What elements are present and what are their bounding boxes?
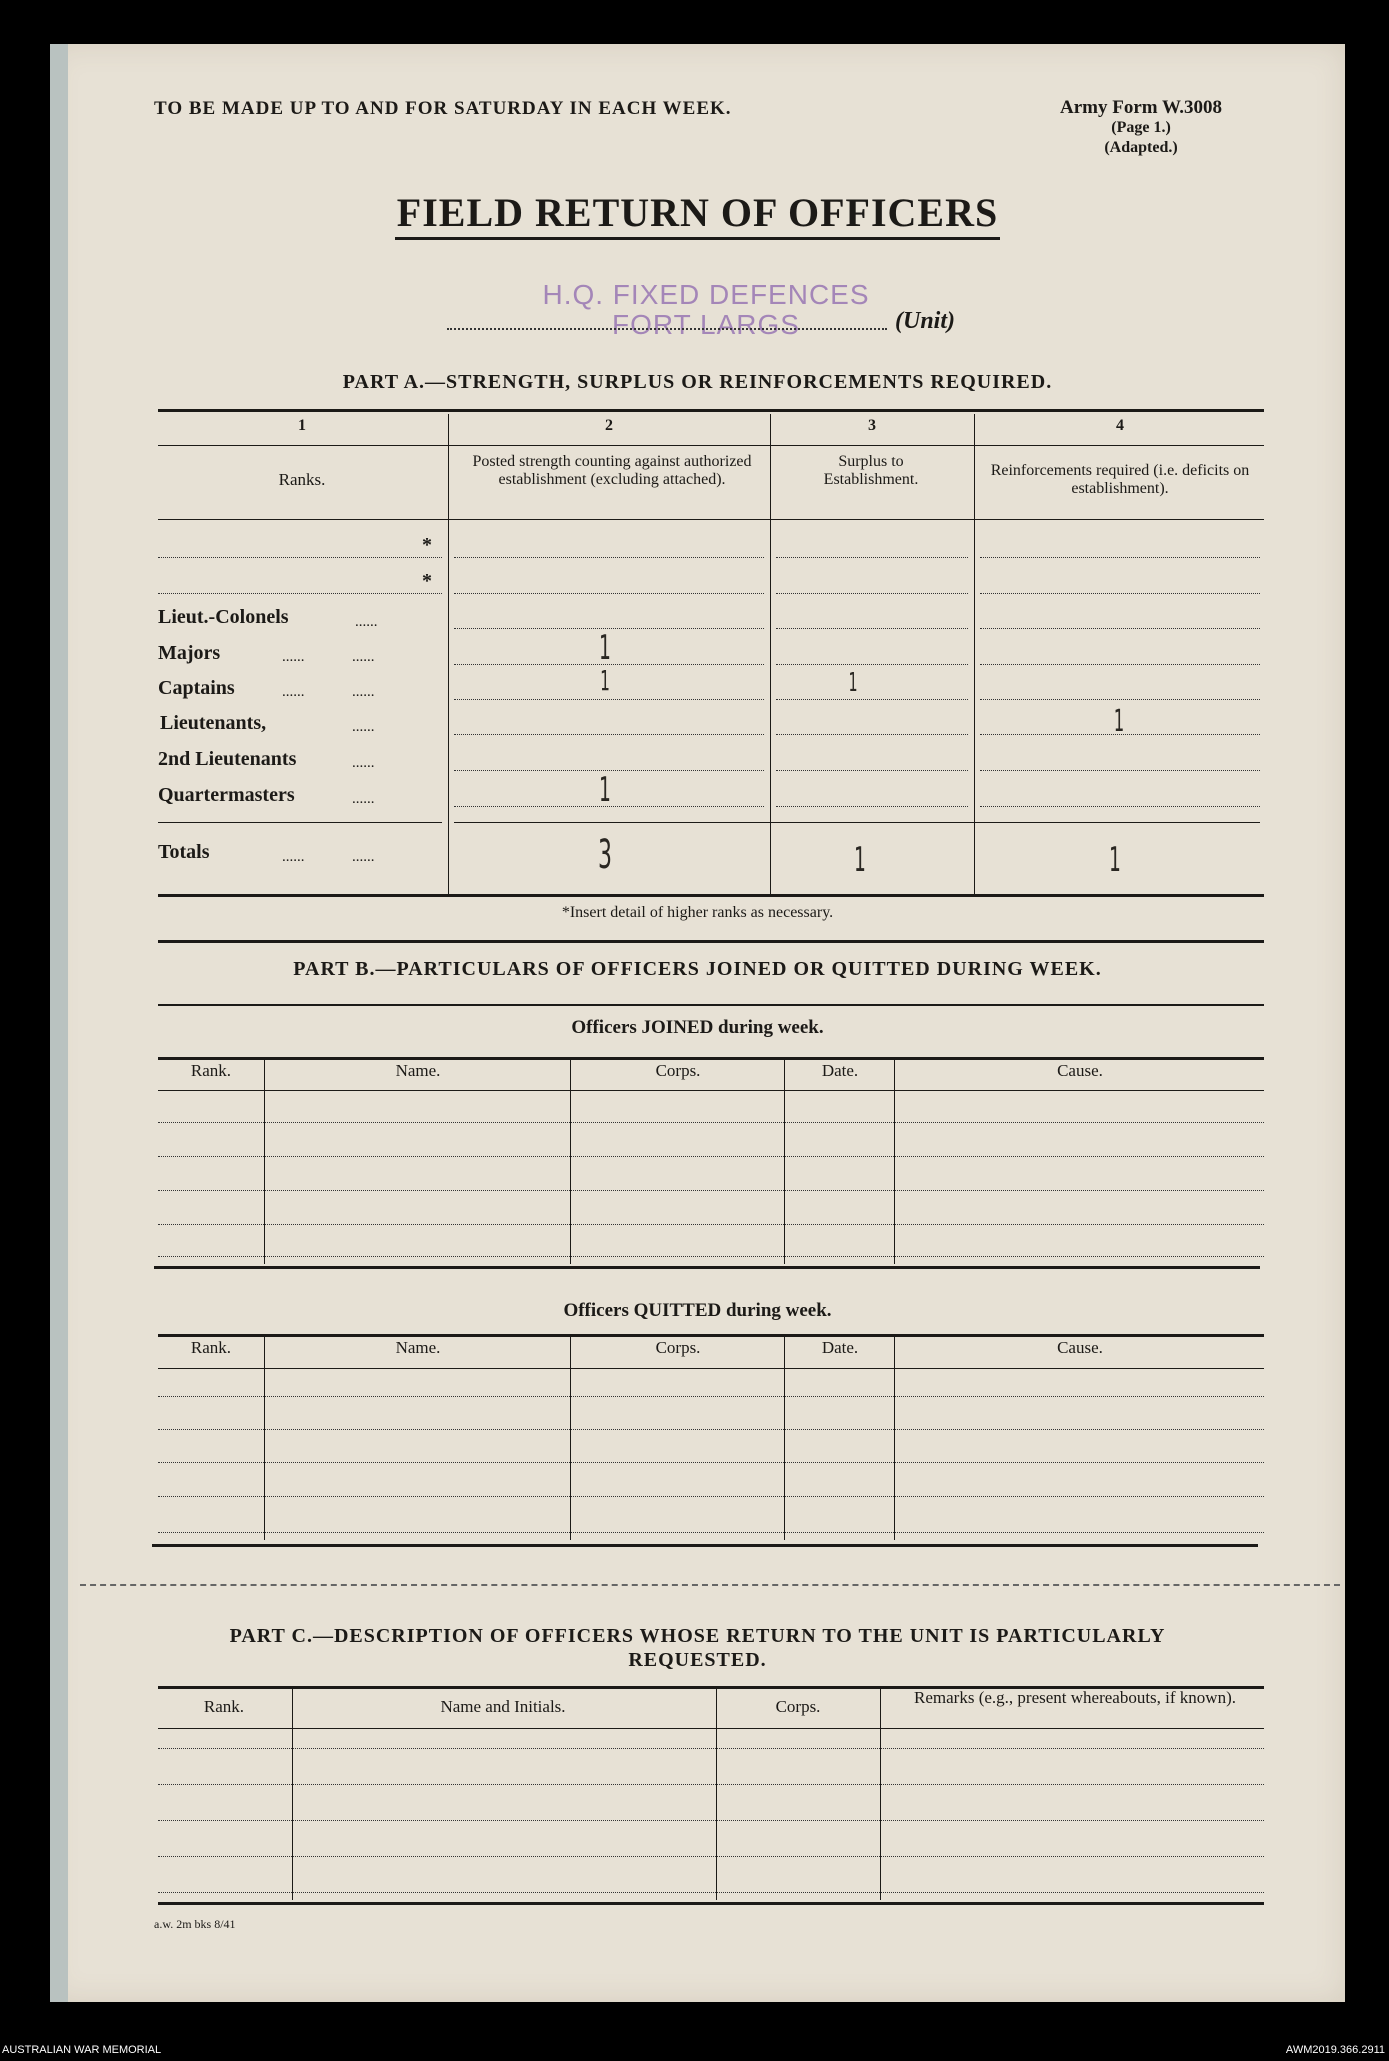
- leader-dots: ......: [352, 755, 375, 771]
- total-surplus: 1: [854, 840, 866, 880]
- part-c-col-name: Name and Initials.: [440, 1697, 566, 1716]
- total-reinforcements: 1: [1109, 840, 1121, 880]
- quitted-row-line: [158, 1496, 1264, 1497]
- quitted-row-line: [158, 1532, 1264, 1533]
- part-c-row-line: [158, 1856, 1264, 1857]
- part-c-divider: [880, 1688, 881, 1900]
- unit-stamp: [506, 280, 906, 340]
- quitted-col-name: Name.: [395, 1338, 441, 1357]
- row-dotted-line: [454, 557, 764, 558]
- leader-dots: ......: [352, 649, 375, 665]
- archive-credit: AUSTRALIAN WAR MEMORIAL: [2, 2044, 162, 2056]
- col-number-2: 2: [605, 417, 613, 434]
- entry-quartermasters-posted: 1: [599, 770, 611, 810]
- joined-divider: [784, 1059, 785, 1264]
- part-c-divider: [292, 1688, 293, 1900]
- quitted-col-corps: Corps.: [655, 1338, 701, 1357]
- row-dotted-line: [454, 699, 764, 700]
- part-c-row-line: [158, 1892, 1264, 1893]
- print-code: a.w. 2m bks 8/41: [154, 1917, 236, 1931]
- quitted-title: Officers QUITTED during week.: [563, 1300, 832, 1321]
- row-dotted-line: [454, 734, 764, 735]
- leader-dots: ......: [282, 684, 305, 700]
- part-c-divider: [716, 1688, 717, 1900]
- totals-rule-data: [454, 822, 1260, 823]
- leader-dots: ......: [282, 649, 305, 665]
- joined-row-line: [158, 1190, 1264, 1191]
- part-c-bottom-rule: [158, 1902, 1264, 1905]
- part-c-header-rule: [158, 1728, 1264, 1729]
- joined-header-rule: [158, 1090, 1264, 1091]
- rank-lieut-colonels: Lieut.-Colonels: [158, 606, 289, 628]
- totals-rule-ranks: [158, 822, 442, 823]
- rank-quartermasters: Quartermasters: [158, 784, 295, 806]
- rank-2nd-lieutenants: 2nd Lieutenants: [158, 748, 297, 770]
- page-title: FIELD RETURN OF OFFICERS: [50, 189, 1345, 236]
- stamp-line-1: H.Q. FIXED DEFENCES: [542, 279, 870, 310]
- adapted-note: (Adapted.): [1104, 139, 1178, 156]
- quitted-divider: [784, 1336, 785, 1540]
- unit-dotted-line: [447, 328, 887, 330]
- quitted-divider: [570, 1336, 571, 1540]
- leader-dots: ......: [282, 849, 305, 865]
- joined-row-line: [158, 1256, 1264, 1257]
- quitted-bottom-rule: [152, 1544, 1258, 1547]
- joined-divider: [894, 1059, 895, 1264]
- row-dotted-line: [980, 806, 1260, 807]
- entry-captains-surplus: 1: [848, 668, 858, 698]
- form-number: Army Form W.3008: [1060, 97, 1223, 118]
- rank-lieutenants: Lieutenants,: [160, 712, 267, 734]
- joined-row-line: [158, 1122, 1264, 1123]
- joined-title: Officers JOINED during week.: [571, 1017, 824, 1038]
- row-dotted-line: [776, 699, 968, 700]
- part-a-heading: PART A.—STRENGTH, SURPLUS OR REINFORCEMENTS REQUIRED.: [342, 371, 1053, 393]
- entry-lieutenants-reinforcements: 1: [1113, 704, 1125, 739]
- quitted-header-rule: [158, 1368, 1264, 1369]
- part-a-top-rule: [158, 409, 1264, 412]
- row-dotted-line: [776, 593, 968, 594]
- total-posted: 3: [597, 832, 612, 878]
- quitted-row-line: [158, 1396, 1264, 1397]
- row-dotted-line: [776, 628, 968, 629]
- joined-row-line: [158, 1156, 1264, 1157]
- row-dotted-line: [776, 770, 968, 771]
- joined-col-corps: Corps.: [655, 1061, 701, 1080]
- row-dotted-line: [980, 593, 1260, 594]
- part-c-heading-line-1: PART C.—DESCRIPTION OF OFFICERS WHOSE RETURN TO THE UNIT IS PARTICULARLY: [229, 1625, 1166, 1647]
- part-c-row-line: [158, 1748, 1264, 1749]
- perforation-line: [80, 1584, 1340, 1586]
- part-c-heading-line-2: REQUESTED.: [628, 1649, 767, 1671]
- leader-dots: ......: [352, 849, 375, 865]
- archive-id: AWM2019.366.2911: [1285, 2044, 1385, 2056]
- col-header-reinforcements: Reinforcements required (i.e. deficits on establishment).: [990, 462, 1250, 497]
- part-c-col-rank: Rank.: [203, 1697, 245, 1716]
- quitted-row-line: [158, 1429, 1264, 1430]
- part-b-top-rule: [158, 1004, 1264, 1006]
- form-sheet: [50, 44, 1345, 2002]
- quitted-top-rule: [158, 1334, 1264, 1337]
- col-number-1: 1: [298, 417, 306, 434]
- unit-label: (Unit): [895, 308, 955, 334]
- joined-bottom-rule: [154, 1266, 1260, 1269]
- part-c-row-line: [158, 1784, 1264, 1785]
- row-dotted-line: [776, 806, 968, 807]
- rank-captains: Captains: [158, 677, 235, 699]
- entry-captains-posted: 1: [600, 664, 610, 697]
- star-marker-2: *: [422, 570, 432, 592]
- part-c-col-remarks: Remarks (e.g., present whereabouts, if known).: [914, 1688, 1236, 1707]
- joined-row-line: [158, 1224, 1264, 1225]
- row-dotted-line: [776, 557, 968, 558]
- quitted-divider: [264, 1336, 265, 1540]
- col-header-posted: Posted strength counting against authorized establishment (excluding attached).: [472, 453, 752, 488]
- leader-dots: ......: [352, 791, 375, 807]
- joined-col-cause: Cause.: [1057, 1061, 1103, 1080]
- header-bottom-rule: [158, 519, 1264, 520]
- leader-dots: ......: [352, 684, 375, 700]
- quitted-col-date: Date.: [821, 1338, 859, 1357]
- part-a-end-rule: [158, 940, 1264, 943]
- joined-divider: [570, 1059, 571, 1264]
- col-divider-1: [448, 414, 449, 894]
- page-number: (Page 1.): [1111, 119, 1171, 136]
- joined-divider: [264, 1059, 265, 1264]
- row-dotted-line: [776, 664, 968, 665]
- stamp-line-2: FORT LARGS: [612, 309, 800, 340]
- col-number-rule: [158, 445, 1264, 446]
- leader-dots: ......: [355, 614, 378, 630]
- row-dotted-line: [776, 734, 968, 735]
- part-c-col-corps: Corps.: [775, 1697, 821, 1716]
- col-number-4: 4: [1116, 417, 1124, 434]
- col-header-surplus: Surplus to Establishment.: [823, 453, 919, 488]
- part-c-row-line: [158, 1820, 1264, 1821]
- footnote: *Insert detail of higher ranks as necessary.: [561, 904, 834, 921]
- star-marker-1: *: [422, 534, 432, 556]
- col-header-ranks: Ranks.: [278, 470, 326, 489]
- joined-top-rule: [158, 1057, 1264, 1060]
- joined-col-rank: Rank.: [190, 1061, 232, 1080]
- instruction-text: TO BE MADE UP TO AND FOR SATURDAY IN EACH WEEK.: [154, 98, 732, 119]
- form-number-block: [1060, 98, 1222, 158]
- part-b-heading: PART B.—PARTICULARS OF OFFICERS JOINED OR QUITTED DURING WEEK.: [293, 958, 1102, 980]
- row-dotted-line: [980, 557, 1260, 558]
- part-c-heading: [50, 1624, 1345, 1672]
- quitted-col-cause: Cause.: [1057, 1338, 1103, 1357]
- entry-majors-posted: 1: [599, 628, 611, 668]
- col-number-3: 3: [868, 417, 876, 434]
- row-dotted-line: [980, 770, 1260, 771]
- star-row-2-line: [158, 593, 442, 594]
- row-dotted-line: [980, 628, 1260, 629]
- row-dotted-line: [980, 699, 1260, 700]
- totals-label: Totals: [158, 841, 210, 863]
- part-a-bottom-rule: [158, 894, 1264, 897]
- joined-col-date: Date.: [821, 1061, 859, 1080]
- quitted-row-line: [158, 1462, 1264, 1463]
- quitted-divider: [894, 1336, 895, 1540]
- row-dotted-line: [454, 593, 764, 594]
- leader-dots: ......: [352, 719, 375, 735]
- rank-majors: Majors: [158, 642, 221, 664]
- quitted-col-rank: Rank.: [190, 1338, 232, 1357]
- row-dotted-line: [980, 664, 1260, 665]
- joined-col-name: Name.: [395, 1061, 441, 1080]
- star-row-1-line: [158, 557, 442, 558]
